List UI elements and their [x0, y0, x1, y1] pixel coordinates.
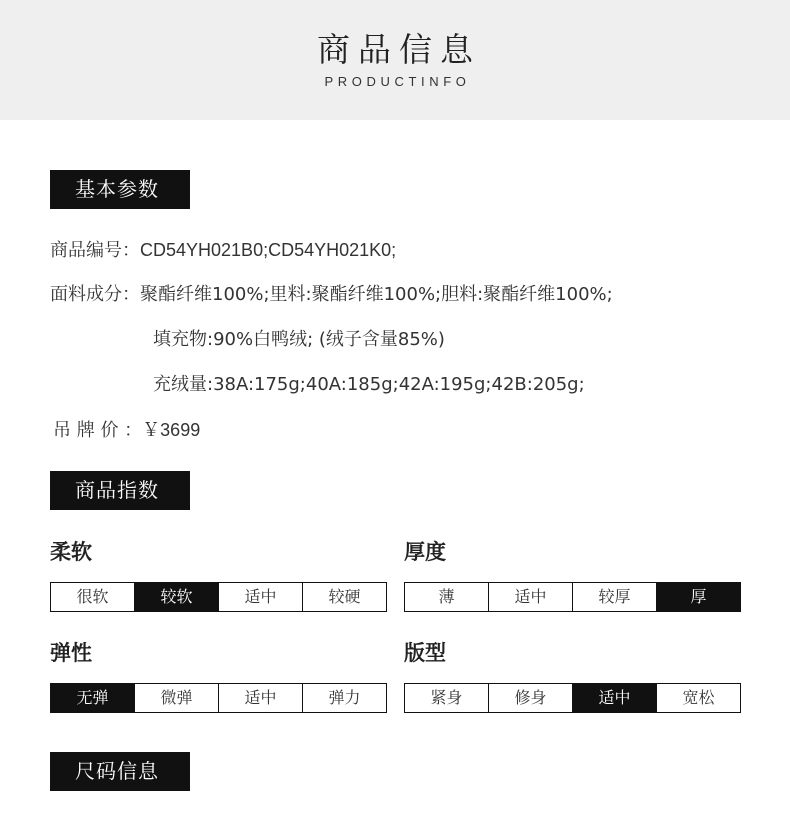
fabric-row	[50, 283, 613, 307]
fit-option: 宽松	[657, 684, 740, 712]
elasticity-option: 适中	[219, 684, 303, 712]
thickness-option: 厚	[657, 583, 740, 611]
attribute-title-fit: 版型	[404, 641, 446, 665]
fill-amount-value: 充绒量:38A:175g;40A:185g;42A:195g;42B:205g;	[153, 374, 585, 395]
softness-option: 较软	[135, 583, 219, 611]
section-title-basic: 基本参数	[50, 170, 190, 209]
filling-row	[153, 328, 445, 352]
softness-option: 很软	[51, 583, 135, 611]
attribute-title-elasticity: 弹性	[50, 641, 92, 665]
price-label: 吊 牌 价 ：	[53, 420, 143, 441]
softness-scale	[50, 582, 387, 612]
section-title-index: 商品指数	[50, 471, 190, 510]
price-value: ￥3699	[142, 420, 201, 440]
price-row	[53, 418, 200, 443]
fit-option: 适中	[573, 684, 657, 712]
filling-value: 填充物:90%白鸭绒; (绒子含量85%)	[153, 329, 445, 350]
thickness-option: 适中	[489, 583, 573, 611]
fill-amount-row	[153, 373, 585, 397]
product-code-label: 商品编号：	[50, 240, 140, 261]
softness-option: 较硬	[303, 583, 386, 611]
fit-option: 修身	[489, 684, 573, 712]
page-subtitle: PRODUCTINFO	[324, 74, 471, 89]
thickness-option: 较厚	[573, 583, 657, 611]
page-header	[0, 0, 790, 120]
softness-option: 适中	[219, 583, 303, 611]
section-title-size: 尺码信息	[50, 752, 190, 791]
elasticity-scale	[50, 683, 387, 713]
fabric-label: 面料成分：	[50, 284, 140, 305]
elasticity-option: 无弹	[51, 684, 135, 712]
attribute-title-softness: 柔软	[50, 540, 92, 564]
fit-option: 紧身	[405, 684, 489, 712]
product-code-value: CD54YH021B0;CD54YH021K0;	[140, 240, 397, 260]
product-code-row	[50, 238, 396, 263]
elasticity-option: 弹力	[303, 684, 386, 712]
thickness-option: 薄	[405, 583, 489, 611]
fit-scale	[404, 683, 741, 713]
attribute-title-thickness: 厚度	[404, 540, 446, 564]
thickness-scale	[404, 582, 741, 612]
fabric-value: 聚酯纤维100%;里料:聚酯纤维100%;胆料:聚酯纤维100%;	[140, 284, 613, 305]
elasticity-option: 微弹	[135, 684, 219, 712]
page-title: 商品信息	[317, 30, 481, 69]
